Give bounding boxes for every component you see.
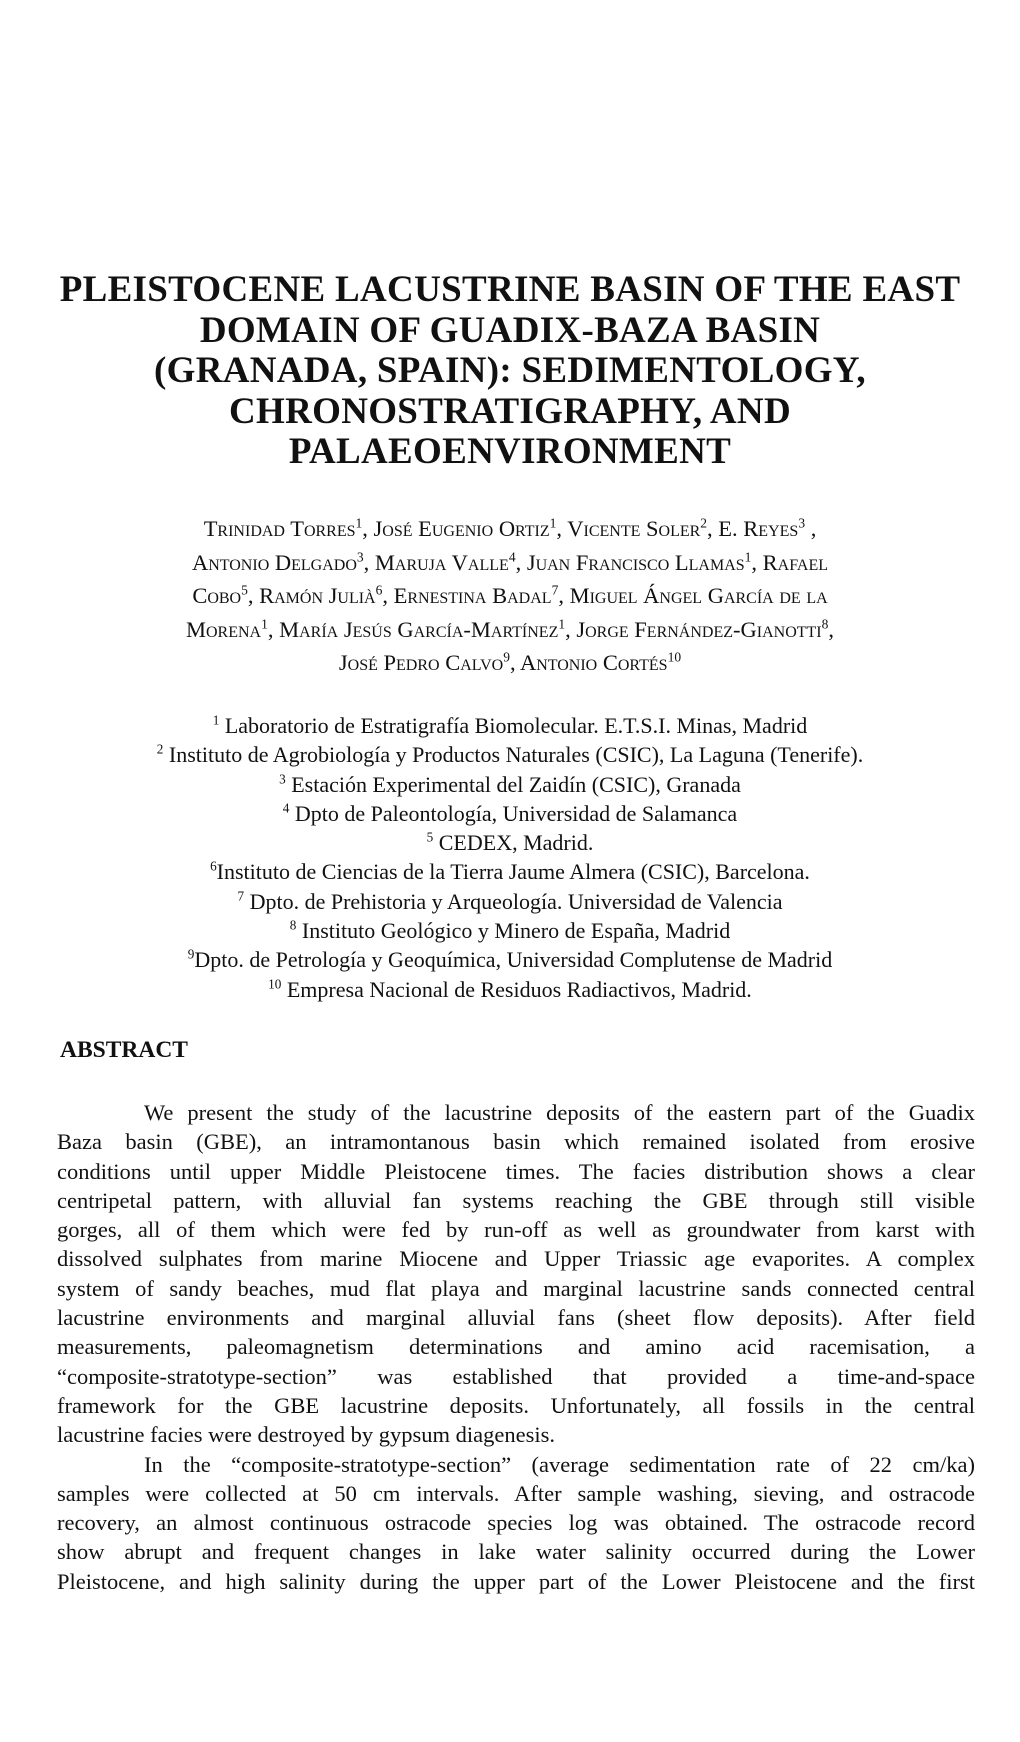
author-text: , Juan Francisco Llamas bbox=[515, 549, 745, 575]
abstract-line: recovery, an almost continuous ostracode species log was obtained. The ostracode record bbox=[57, 1510, 975, 1536]
affiliation-number: 5 bbox=[426, 829, 434, 845]
abstract-line: In the “composite-stratotype-section” (average sedimentation rate of 22 cm/ka) bbox=[144, 1451, 975, 1477]
paper-title bbox=[0, 270, 1020, 473]
affiliation-list bbox=[40, 711, 980, 1004]
author-affil-mark: 2 bbox=[700, 515, 708, 531]
affiliation bbox=[40, 916, 980, 945]
title-line: DOMAIN OF GUADIX-BAZA BASIN bbox=[199, 309, 821, 351]
affiliation-text: Dpto de Paleontología, Universidad de Salamanca bbox=[289, 800, 738, 826]
abstract-line: measurements, paleomagnetism determinations and amino acid racemisation, a bbox=[57, 1334, 975, 1360]
affiliation-number: 8 bbox=[289, 917, 297, 933]
abstract-line: show abrupt and frequent changes in lake water salinity occurred during the Lower bbox=[57, 1539, 975, 1565]
affiliation-text: Dpto. de Prehistoria y Arqueología. Universidad de Valencia bbox=[244, 888, 783, 914]
author-affil-mark: 1 bbox=[558, 616, 566, 631]
author-affil-mark: 8 bbox=[821, 616, 829, 631]
author-line bbox=[40, 646, 980, 680]
affiliation-text: CEDEX, Madrid. bbox=[433, 830, 594, 856]
affiliation-text: Instituto de Ciencias de la Tierra Jaume Almera (CSIC), Barcelona. bbox=[216, 859, 810, 885]
abstract-line: conditions until upper Middle Pleistocene times. The facies distribution shows a clear bbox=[57, 1158, 975, 1184]
affiliation-text: Instituto Geológico y Minero de España, Madrid bbox=[296, 918, 731, 944]
abstract-line: Baza basin (GBE), an intramontanous basin which remained isolated from erosive bbox=[57, 1129, 975, 1155]
author-text: , Vicente Soler bbox=[556, 516, 701, 541]
abstract-body bbox=[57, 1098, 975, 1596]
author-text: , Miguel Ángel García de la bbox=[558, 583, 828, 608]
author-text: , Ramón Julià bbox=[247, 583, 376, 608]
author-affil-mark: 3 bbox=[356, 549, 364, 564]
affiliation bbox=[40, 711, 980, 740]
author-text: , María Jesús García-Martínez bbox=[267, 616, 559, 642]
author-line bbox=[40, 512, 980, 546]
abstract-line: Pleistocene, and high salinity during the upper part of the Lower Pleistocene and the first bbox=[57, 1568, 975, 1594]
title-line: PALAEOENVIRONMENT bbox=[288, 431, 732, 472]
abstract-line: framework for the GBE lacustrine deposits. Unfortunately, all fossils in the central bbox=[57, 1392, 975, 1418]
affiliation-number: 2 bbox=[156, 741, 164, 757]
abstract-line: samples were collected at 50 cm intervals. After sample washing, sieving, and ostracode bbox=[57, 1480, 975, 1506]
abstract-line: centripetal pattern, with alluvial fan systems reaching the GBE through still visible bbox=[57, 1187, 975, 1213]
author-affil-mark: 9 bbox=[503, 649, 510, 665]
author-text: Trinidad Torres bbox=[203, 516, 356, 541]
author-affil-mark: 1 bbox=[355, 515, 363, 531]
author-affil-mark: 10 bbox=[667, 649, 682, 665]
affiliation bbox=[40, 887, 980, 916]
affiliation-text: Empresa Nacional de Residuos Radiactivos, Madrid. bbox=[281, 976, 752, 1002]
author-affil-mark: 7 bbox=[551, 582, 559, 598]
affiliation bbox=[40, 740, 980, 769]
affiliation-text: Laboratorio de Estratigrafía Biomolecular. E.T.S.I. Minas, Madrid bbox=[219, 713, 808, 738]
affiliation-number: 4 bbox=[282, 800, 290, 816]
author-affil-mark: 1 bbox=[744, 549, 752, 564]
abstract-line: “composite-stratotype-section” was established that provided a time-and-space bbox=[57, 1363, 975, 1389]
author-text: , Antonio Cortés bbox=[509, 650, 668, 675]
author-text: , José Eugenio Ortiz bbox=[362, 516, 550, 541]
abstract-line: lacustrine facies were destroyed by gypsum diagenesis. bbox=[57, 1422, 555, 1448]
affiliation bbox=[40, 770, 980, 799]
title-line: (GRANADA, SPAIN): SEDIMENTOLOGY, bbox=[154, 350, 866, 391]
affiliation bbox=[40, 945, 980, 974]
abstract-line: gorges, all of them which were fed by run-off as well as groundwater from karst with bbox=[57, 1217, 975, 1243]
author-text: , Rafael bbox=[751, 549, 829, 575]
affiliation-text: Instituto de Agrobiología y Productos Naturales (CSIC), La Laguna (Tenerife). bbox=[163, 742, 864, 768]
author-affil-mark: 5 bbox=[241, 582, 248, 598]
author-line bbox=[40, 613, 980, 647]
affiliation-number: 1 bbox=[212, 712, 220, 728]
affiliation-text: Dpto. de Petrología y Geoquímica, Universidad Complutense de Madrid bbox=[194, 947, 833, 973]
author-text: , bbox=[805, 516, 817, 541]
affiliation-text: Estación Experimental del Zaidín (CSIC), Granada bbox=[285, 771, 741, 797]
abstract-line: We present the study of the lacustrine deposits of the eastern part of the Guadix bbox=[144, 1100, 975, 1125]
abstract-line: dissolved sulphates from marine Miocene and Upper Triassic age evaporites. A complex bbox=[57, 1246, 975, 1272]
author-line bbox=[40, 579, 980, 613]
author-text: , Jorge Fernández-Gianotti bbox=[565, 616, 822, 642]
title-line: PLEISTOCENE LACUSTRINE BASIN OF THE EAST bbox=[59, 269, 961, 310]
author-affil-mark: 3 bbox=[798, 515, 806, 531]
author-affil-mark: 6 bbox=[375, 582, 383, 598]
affiliation-number: 3 bbox=[279, 771, 286, 787]
affiliation-number: 10 bbox=[268, 976, 282, 992]
abstract-line: lacustrine environments and marginal alluvial fans (sheet flow deposits). After field bbox=[57, 1305, 975, 1331]
abstract-line: system of sandy beaches, mud flat playa and marginal lacustrine sands connected central bbox=[57, 1275, 975, 1301]
affiliation-number: 6 bbox=[210, 859, 217, 875]
author-text: José Pedro Calvo bbox=[338, 650, 504, 675]
author-affil-mark: 1 bbox=[261, 616, 268, 631]
abstract-heading: ABSTRACT bbox=[60, 1037, 188, 1063]
author-line bbox=[40, 546, 980, 580]
affiliation bbox=[40, 857, 980, 886]
affiliation bbox=[40, 799, 980, 828]
affiliation bbox=[40, 828, 980, 857]
author-text: , Maruja Valle bbox=[363, 549, 509, 575]
author-affil-mark: 1 bbox=[549, 515, 557, 531]
affiliation bbox=[40, 975, 980, 1004]
author-affil-mark: 4 bbox=[508, 549, 516, 564]
author-text: Morena bbox=[185, 616, 262, 642]
author-text: Cobo bbox=[192, 583, 242, 608]
title-line: CHRONOSTRATIGRAPHY, AND bbox=[229, 390, 791, 432]
author-list bbox=[40, 512, 980, 680]
author-text: , E. Reyes bbox=[707, 516, 799, 541]
author-text: Antonio Delgado bbox=[191, 549, 357, 575]
author-text: , bbox=[828, 616, 835, 642]
affiliation-number: 9 bbox=[187, 947, 195, 963]
affiliation-number: 7 bbox=[237, 888, 245, 904]
author-text: , Ernestina Badal bbox=[382, 583, 552, 608]
